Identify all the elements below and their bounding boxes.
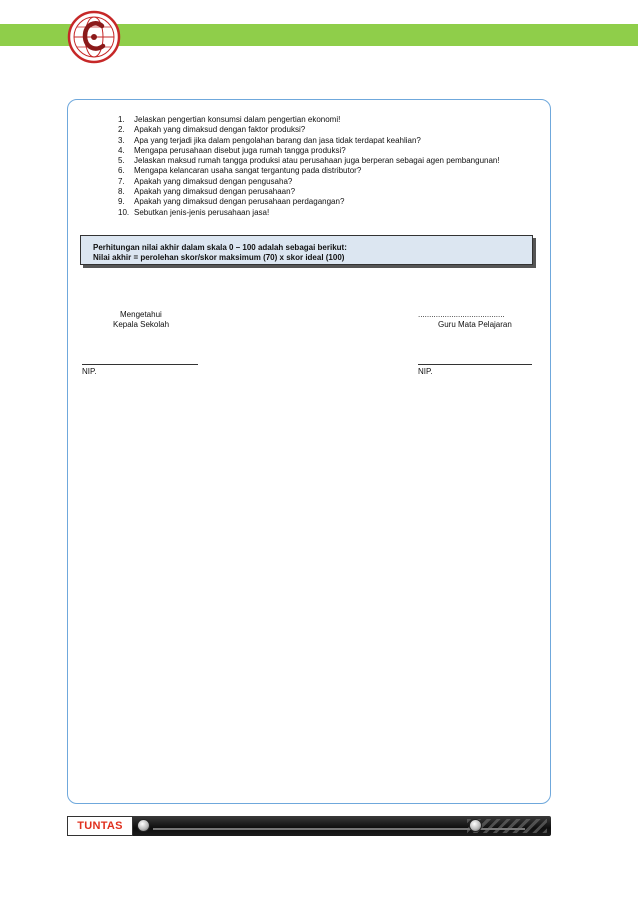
question-text: Jelaskan maksud rumah tangga produksi atau perusahaan juga berperan sebagai agen pembangunan! [134, 156, 500, 166]
question-item [118, 187, 500, 197]
footer-label: TUNTAS [67, 816, 133, 836]
question-number: 4. [118, 145, 125, 155]
footer-left-knob-icon [137, 819, 150, 832]
question-item [118, 146, 500, 156]
question-number: 7. [118, 176, 125, 186]
question-item [118, 177, 500, 187]
publisher-emblem-icon [66, 9, 122, 65]
question-item [118, 208, 500, 218]
footer-bar [67, 816, 551, 836]
score-formula: Nilai akhir = perolehan skor/skor maksimum (70) x skor ideal (100) [93, 253, 345, 262]
right-signature-line [418, 364, 532, 365]
question-text: Mengapa kelancaran usaha sangat tergantung pada distributor? [134, 166, 362, 176]
question-item [118, 115, 500, 125]
question-text: Apakah yang dimaksud dengan perusahaan perdagangan? [134, 197, 345, 207]
question-number: 9. [118, 197, 125, 207]
left-signature-line [82, 364, 198, 365]
question-number: 1. [118, 115, 125, 124]
left-signature-title: Kepala Sekolah [113, 320, 170, 329]
question-number: 5. [118, 156, 125, 166]
score-calculation-box [80, 235, 533, 265]
question-text: Sebutkan jenis-jenis perusahaan jasa! [134, 207, 270, 217]
right-signature-title: Guru Mata Pelajaran [438, 320, 512, 329]
question-item [118, 136, 500, 146]
footer-right-knob-icon [469, 819, 482, 832]
right-signature-heading: ....................................... [418, 310, 505, 319]
question-number: 2. [118, 125, 125, 135]
left-signature-heading: Mengetahui [120, 310, 162, 319]
question-number: 10. [118, 207, 130, 217]
right-signature-nip: NIP. [418, 367, 433, 376]
question-number: 8. [118, 187, 125, 197]
question-item [118, 125, 500, 135]
left-signature-nip: NIP. [82, 367, 97, 376]
score-formula-intro: Perhitungan nilai akhir dalam skala 0 – 100 adalah sebagai berikut: [93, 243, 347, 252]
question-text: Apakah yang dimaksud dengan faktor produksi? [134, 125, 306, 135]
question-number: 6. [118, 166, 125, 176]
question-number: 3. [118, 135, 125, 145]
question-list [118, 115, 500, 218]
question-item [118, 197, 500, 207]
question-text: Mengapa perusahaan disebut juga rumah tangga produksi? [134, 145, 346, 155]
question-item [118, 166, 500, 176]
question-text: Apakah yang dimaksud dengan perusahaan? [134, 187, 296, 197]
question-item [118, 156, 500, 166]
question-text: Apa yang terjadi jika dalam pengolahan barang dan jasa tidak terdapat keahlian? [134, 135, 421, 145]
question-text: Apakah yang dimaksud dengan pengusaha? [134, 176, 293, 186]
question-text: Jelaskan pengertian konsumsi dalam pengertian ekonomi! [134, 115, 341, 124]
